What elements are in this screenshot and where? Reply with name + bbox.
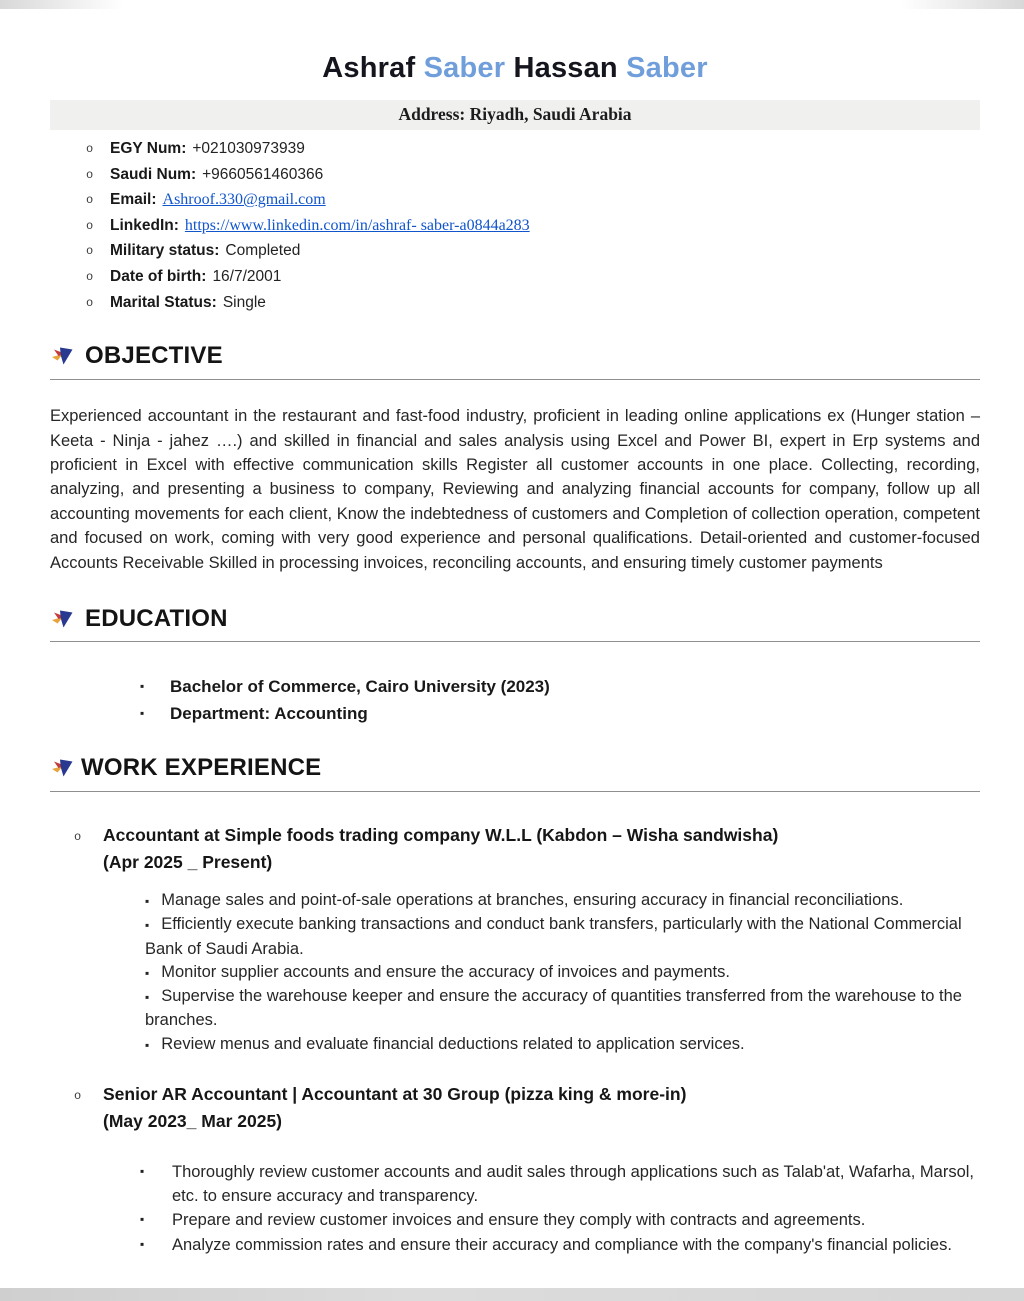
square-bullet: ▪ (145, 894, 150, 908)
job-bullet (145, 1033, 980, 1057)
job-bullet-text: Analyze commission rates and ensure their accuracy and compliance with the company's financial policies. (172, 1236, 952, 1255)
objective-paragraph: Experienced accountant in the restaurant and fast-food industry, proficient in leading online applications ex (Hunger station – Keeta - Ninja - jahez ….) and skilled in financial and sales analysis using Excel and Power BI, expert in Erp systems and proficient in Excel with effective communication skills Register all customer accounts in one place. Collecting, recording, analyzing, and presenting a business to company, Reviewing and analyzing financial accounts for company, follow up all accounting movements for each client, Know the indebtedness of customers and Completion of collection operation, competent and focused on work, coming with very good experience and personal qualifications. Detail-oriented and customer-focused Accounts Receivable Skilled in processing invoices, reconciling accounts, and ensuring timely customer payments (50, 407, 980, 572)
job-bullet-text: Supervise the warehouse keeper and ensure the accuracy of quantities transferred from the warehouse to the branches. (145, 987, 962, 1030)
circle-bullet: o (86, 295, 94, 310)
plane-icon (50, 607, 74, 631)
contact-value: Completed (225, 242, 301, 260)
contact-label: Marital Status: (110, 293, 217, 311)
contact-label: EGY Num: (110, 140, 187, 157)
name-part-accent: Saber (423, 52, 506, 84)
page-title (50, 52, 980, 85)
job-bullet-text: Efficiently execute banking transactions and conduct bank transfers, particularly with the National Commercial Bank of Saudi Arabia. (145, 915, 962, 958)
job-dates: (Apr 2025 _ Present) (103, 851, 273, 872)
contact-label: Saudi Num: (110, 165, 197, 183)
resume-content (0, 52, 1024, 1258)
contact-value: +9660561460366 (202, 165, 324, 183)
education-item-text: Department: Accounting (170, 704, 368, 723)
circle-bullet: o (74, 830, 82, 844)
contact-value: 16/7/2001 (212, 267, 282, 285)
square-bullet: ▪ (145, 918, 150, 933)
name-part: Hassan (505, 52, 627, 84)
contact-row-egy-num (86, 137, 980, 163)
contact-row-linkedin (86, 214, 980, 240)
circle-bullet: o (86, 244, 94, 259)
contact-label: Date of birth: (110, 267, 207, 285)
job-bullet (145, 913, 980, 961)
square-bullet: ▪ (140, 1237, 145, 1252)
circle-bullet: o (86, 218, 94, 233)
page-bottom-edge (0, 1288, 1024, 1301)
square-bullet: ▪ (145, 990, 150, 1005)
address-bar (50, 100, 980, 130)
job-bullet (145, 985, 980, 1033)
section-heading-education (50, 605, 980, 642)
job-bullet-list (145, 889, 980, 1057)
section-title: OBJECTIVE (85, 342, 223, 370)
job-bullet-text: Monitor supplier accounts and ensure the accuracy of invoices and payments. (161, 962, 730, 981)
plane-icon (50, 344, 74, 368)
education-list (140, 674, 980, 728)
circle-bullet: o (86, 167, 94, 182)
job-header (50, 822, 980, 875)
section-title: EDUCATION (85, 605, 228, 632)
job-bullet-text: Thoroughly review customer accounts and audit sales through applications such as Talab'at, Wafarha, Marsol, etc. to ensure accuracy and transparency. (172, 1163, 974, 1206)
contact-row-email (86, 188, 980, 214)
plane-icon (50, 756, 74, 780)
job-entry-30-group (50, 1081, 980, 1258)
square-bullet: ▪ (140, 679, 145, 693)
education-item-text: Bachelor of Commerce, Cairo University (2023) (170, 677, 550, 696)
contact-value: +021030973939 (192, 140, 305, 157)
contact-value: Single (222, 293, 266, 311)
job-title-block (103, 1081, 686, 1134)
circle-bullet: o (74, 1089, 82, 1104)
linkedin-link[interactable]: https://www.linkedin.com/in/ashraf- saber-a0844a283 (184, 216, 530, 234)
job-header (50, 1081, 980, 1134)
page-top-edge (0, 0, 1024, 9)
contact-row-military (86, 239, 980, 265)
contact-list (86, 137, 980, 316)
education-item (140, 701, 980, 728)
job-bullet-text: Prepare and review customer invoices and ensure they comply with contracts and agreements. (172, 1211, 866, 1230)
contact-row-birthdate (86, 265, 980, 291)
job-title: Senior AR Accountant | Accountant at 30 Group (pizza king & more-in) (103, 1084, 687, 1105)
job-bullet (145, 889, 980, 913)
square-bullet: ▪ (140, 1212, 145, 1227)
name-part-accent: Saber (626, 52, 708, 84)
email-link[interactable]: Ashroof.330@gmail.com (162, 191, 326, 209)
job-entry-simple-foods (50, 822, 980, 1057)
job-title: Accountant at Simple foods trading company W.L.L (Kabdon – Wisha sandwisha) (103, 825, 779, 845)
education-item (140, 674, 980, 701)
job-bullet (140, 1208, 980, 1233)
job-bullet (145, 961, 980, 985)
job-bullet (140, 1233, 980, 1258)
section-heading-work-experience (50, 754, 980, 792)
job-title-block (103, 822, 778, 875)
contact-label: Email: (110, 191, 157, 209)
square-bullet: ▪ (140, 1164, 145, 1179)
square-bullet: ▪ (145, 1037, 150, 1052)
square-bullet: ▪ (140, 706, 145, 720)
circle-bullet: o (86, 269, 94, 284)
job-bullet-list (140, 1160, 980, 1258)
circle-bullet: o (86, 142, 94, 156)
contact-row-saudi-num (86, 163, 980, 189)
contact-label: LinkedIn: (110, 216, 179, 234)
name-part: Ashraf (322, 52, 424, 84)
square-bullet: ▪ (145, 965, 150, 980)
address-label: Address: (398, 104, 466, 124)
section-title: WORK EXPERIENCE (81, 754, 322, 781)
circle-bullet: o (86, 193, 94, 208)
contact-label: Military status: (110, 242, 220, 260)
job-bullet (140, 1160, 980, 1208)
job-bullet-text: Manage sales and point-of-sale operations at branches, ensuring accuracy in financial reconciliations. (161, 891, 904, 909)
section-heading-objective (50, 342, 980, 380)
contact-row-marital (86, 291, 980, 317)
job-dates: (May 2023_ Mar 2025) (103, 1110, 282, 1131)
address-value: Riyadh, Saudi Arabia (469, 104, 632, 124)
job-bullet-text: Review menus and evaluate financial deductions related to application services. (161, 1034, 745, 1053)
